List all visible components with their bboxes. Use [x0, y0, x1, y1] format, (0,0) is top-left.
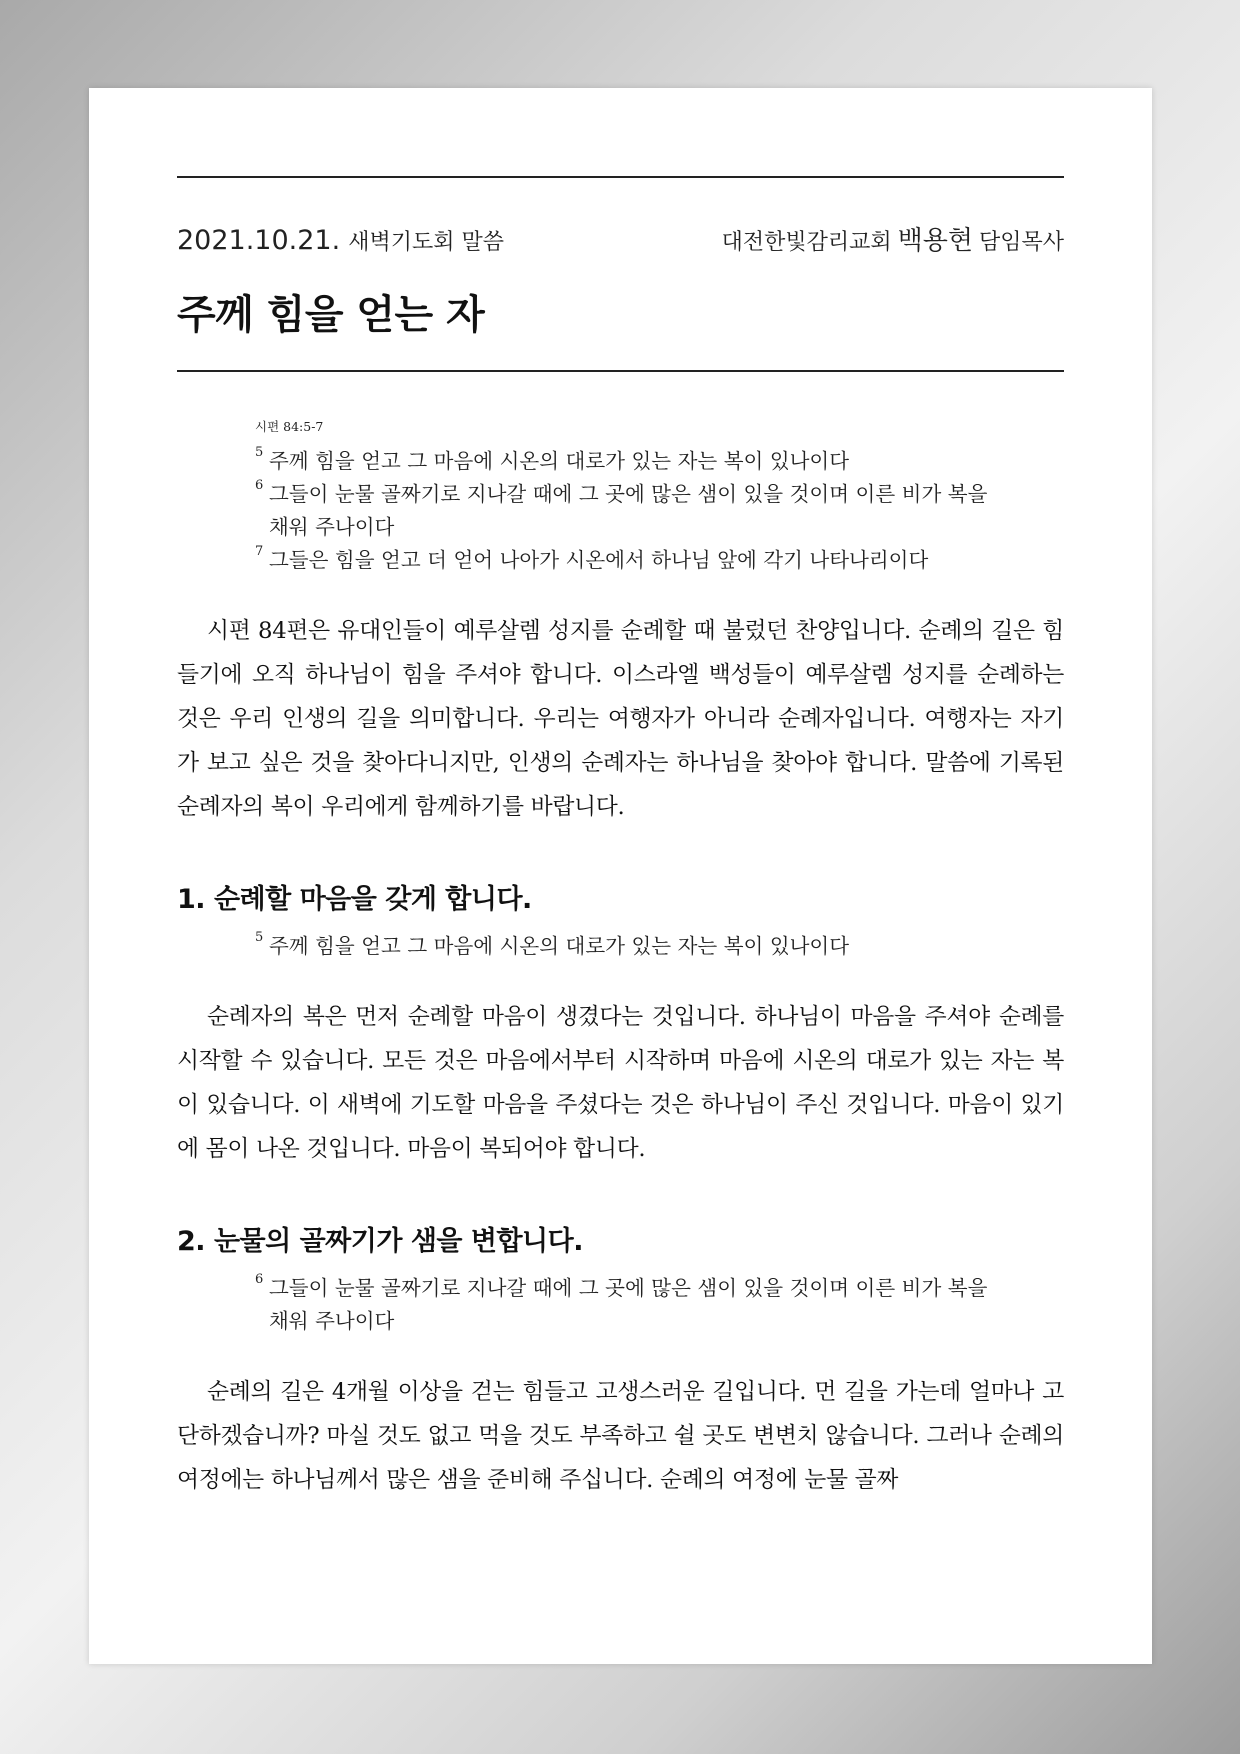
section-verse-block	[255, 930, 1064, 963]
service-name: 새벽기도회 말씀	[348, 230, 504, 255]
verse-number: 6	[255, 478, 264, 493]
top-rule	[177, 176, 1064, 178]
scripture-reference: 시편 84:5-7	[255, 419, 324, 434]
scripture-verse	[255, 544, 999, 577]
church-line	[722, 220, 1064, 257]
section-heading: 2. 눈물의 골짜기가 샘을 변합니다.	[177, 1226, 583, 1257]
verse-number: 5	[255, 445, 264, 460]
title-rule	[177, 370, 1064, 372]
verse-text: 주께 힘을 얻고 그 마음에 시온의 대로가 있는 자는 복이 있나이다	[269, 934, 850, 958]
date-line	[177, 225, 504, 256]
verse-text: 그들은 힘을 얻고 더 얻어 나아가 시온에서 하나님 앞에 각기 나타나리이다	[269, 548, 929, 572]
section-verse-block	[255, 1272, 1064, 1338]
section-verse	[255, 930, 999, 963]
sermon-header	[177, 220, 1064, 257]
scripture-verse	[255, 478, 999, 544]
sermon-date: 2021.10.21.	[177, 225, 341, 256]
document-page	[89, 88, 1152, 1664]
section-body: 순례자의 복은 먼저 순례할 마음이 생겼다는 것입니다. 하나님이 마음을 주셔야 순례를 시작할 수 있습니다. 모든 것은 마음에서부터 시작하며 마음에 시온의 대로가 있는 자는 복이 있습니다. 이 새벽에 기도할 마음을 주셨다는 것은 하나님이 주신 것입니다. 마음이 있기에 몸이 나온 것입니다. 마음이 복되어야 합니다.	[177, 1004, 1064, 1162]
scripture-verse	[255, 445, 999, 478]
verse-number: 5	[255, 930, 264, 945]
verse-number: 6	[255, 1272, 264, 1287]
section-heading: 1. 순례할 마음을 갖게 합니다.	[177, 884, 532, 915]
verse-number: 7	[255, 544, 264, 559]
church-name: 대전한빛감리교회	[721, 230, 892, 255]
pastor-name: 백용현	[897, 226, 973, 256]
pastor-role: 담임목사	[978, 230, 1064, 255]
section-verse	[255, 1272, 999, 1338]
sermon-title: 주께 힘을 얻는 자	[177, 292, 485, 338]
verse-text: 그들이 눈물 골짜기로 지나갈 때에 그 곳에 많은 샘이 있을 것이며 이른 비가 복을 채워 주나이다	[269, 482, 988, 539]
verse-text: 그들이 눈물 골짜기로 지나갈 때에 그 곳에 많은 샘이 있을 것이며 이른 비가 복을 채워 주나이다	[269, 1276, 988, 1333]
section-body: 순례의 길은 4개월 이상을 걷는 힘들고 고생스러운 길입니다. 먼 길을 가는데 얼마나 고단하겠습니까? 마실 것도 없고 먹을 것도 부족하고 쉴 곳도 변변치 않습니다. 그러나 순례의 여정에는 하나님께서 많은 샘을 준비해 주십니다. 순례의 여정에 눈물 골짜	[177, 1379, 1064, 1493]
intro-paragraph: 시편 84편은 유대인들이 예루살렘 성지를 순례할 때 불렀던 찬양입니다. 순례의 길은 힘들기에 오직 하나님이 힘을 주셔야 합니다. 이스라엘 백성들이 예루살렘 성지를 순례하는 것은 우리 인생의 길을 의미합니다. 우리는 여행자가 아니라 순례자입니다. 여행자는 자기가 보고 싶은 것을 찾아다니지만, 인생의 순례자는 하나님을 찾아야 합니다. 말씀에 기록된 순례자의 복이 우리에게 함께하기를 바랍니다.	[177, 618, 1064, 820]
verse-text: 주께 힘을 얻고 그 마음에 시온의 대로가 있는 자는 복이 있나이다	[269, 449, 850, 473]
page-content	[177, 176, 1064, 1502]
scripture-block	[255, 419, 1064, 577]
